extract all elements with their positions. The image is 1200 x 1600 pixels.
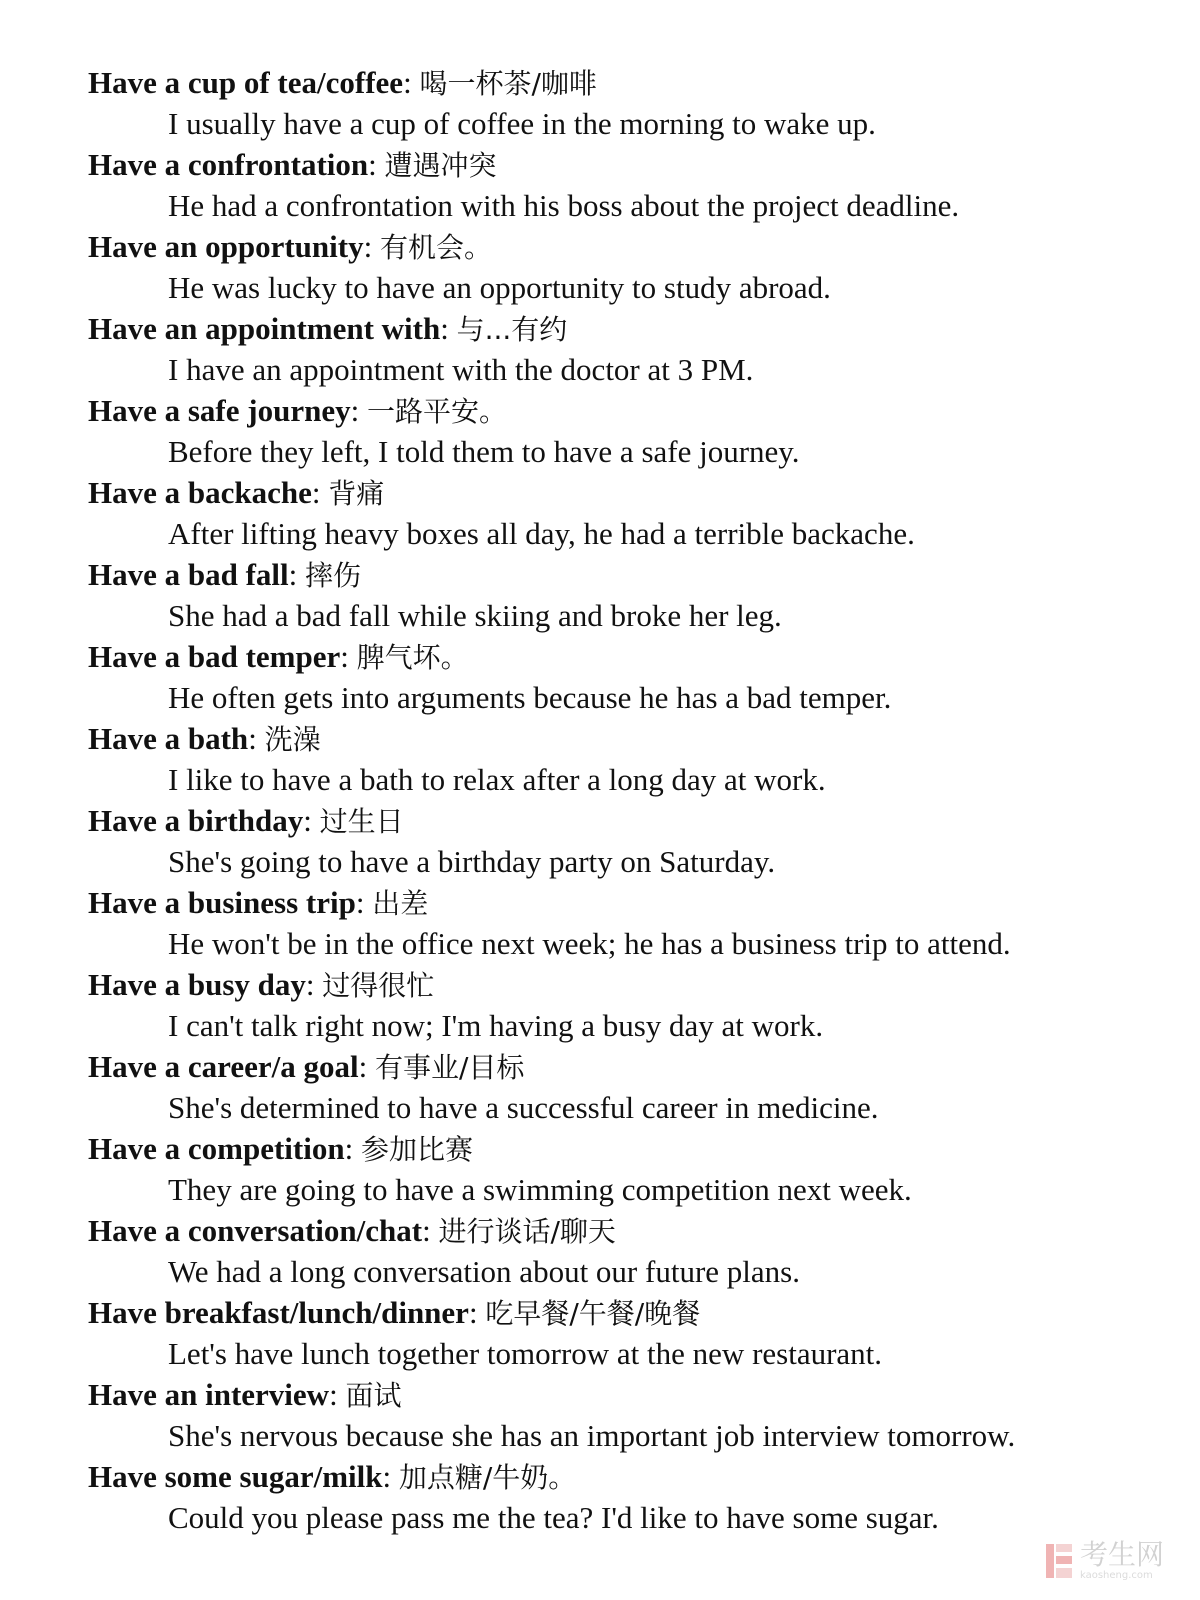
phrase-entry — [88, 636, 1178, 718]
phrase-entry — [88, 472, 1178, 554]
phrase-separator: : — [440, 311, 457, 346]
example-sentence: He won't be in the office next week; he has a business trip to attend. — [168, 926, 1011, 961]
phrase-meaning: 吃早餐/午餐/晚餐 — [485, 1297, 701, 1330]
example-sentence: Let's have lunch together tomorrow at the new restaurant. — [168, 1336, 883, 1371]
phrase-line — [88, 636, 1178, 677]
phrase-separator: : — [288, 557, 306, 592]
phrase-entry — [88, 144, 1178, 226]
phrase-separator: : — [340, 639, 357, 674]
phrase-meaning: 有机会。 — [379, 231, 492, 264]
example-sentence: I have an appointment with the doctor at 3 PM. — [168, 352, 754, 387]
phrase-line — [88, 1210, 1178, 1251]
phrase-separator: : — [303, 803, 320, 838]
example-sentence: He had a confrontation with his boss about the project deadline. — [168, 188, 960, 223]
phrase-entry — [88, 800, 1178, 882]
phrase-line — [88, 1292, 1178, 1333]
phrase-term: Have a backache — [88, 475, 312, 510]
phrase-entry — [88, 554, 1178, 636]
phrase-term: Have a confrontation — [88, 147, 369, 182]
phrase-separator: : — [468, 1295, 486, 1330]
example-sentence: I can't talk right now; I'm having a busy day at work. — [168, 1008, 824, 1043]
phrase-line — [88, 144, 1178, 185]
phrase-separator: : — [403, 65, 420, 100]
phrase-meaning: 洗澡 — [264, 723, 321, 756]
phrase-meaning: 过得很忙 — [322, 969, 435, 1002]
phrase-line — [88, 1046, 1178, 1087]
phrase-term: Have a business trip — [88, 885, 356, 920]
phrase-term: Have a bad fall — [88, 557, 289, 592]
phrase-entry — [88, 1374, 1178, 1456]
phrase-separator: : — [358, 1049, 375, 1084]
phrase-term: Have some sugar/milk — [88, 1459, 383, 1494]
phrase-entry — [88, 226, 1178, 308]
phrase-separator: : — [363, 229, 380, 264]
phrase-meaning: 出差 — [372, 887, 429, 920]
phrase-entry — [88, 964, 1178, 1046]
phrase-entry — [88, 1046, 1178, 1128]
phrase-meaning: 与...有约 — [456, 313, 568, 346]
phrase-term: Have an interview — [88, 1377, 330, 1412]
example-sentence: After lifting heavy boxes all day, he had a terrible backache. — [168, 516, 915, 551]
phrase-term: Have a cup of tea/coffee — [88, 65, 404, 100]
phrase-line — [88, 62, 1178, 103]
phrase-entry — [88, 1292, 1178, 1374]
phrase-separator: : — [248, 721, 265, 756]
phrase-line — [88, 964, 1178, 1005]
phrase-line — [88, 472, 1178, 513]
phrase-line — [88, 308, 1178, 349]
phrase-term: Have a competition — [88, 1131, 345, 1166]
example-sentence: He often gets into arguments because he has a bad temper. — [168, 680, 892, 715]
example-sentence: They are going to have a swimming competition next week. — [168, 1172, 912, 1207]
phrase-line — [88, 800, 1178, 841]
phrase-meaning: 摔伤 — [305, 559, 362, 592]
phrase-entry — [88, 718, 1178, 800]
example-sentence: We had a long conversation about our future plans. — [168, 1254, 800, 1289]
phrase-separator: : — [355, 885, 373, 920]
phrase-term: Have a conversation/chat — [88, 1213, 423, 1248]
phrase-line — [88, 882, 1178, 923]
phrase-meaning: 面试 — [345, 1379, 402, 1412]
phrase-meaning: 一路平安。 — [366, 395, 507, 428]
example-sentence: She's nervous because she has an important job interview tomorrow. — [168, 1418, 1016, 1453]
phrase-entry — [88, 1128, 1178, 1210]
watermark-logo-icon — [1044, 1542, 1074, 1580]
phrase-entry — [88, 1210, 1178, 1292]
phrase-meaning: 进行谈话/聊天 — [438, 1215, 616, 1248]
phrase-separator: : — [344, 1131, 361, 1166]
phrase-separator: : — [329, 1377, 346, 1412]
phrase-entry — [88, 62, 1178, 144]
watermark-text — [1080, 1540, 1164, 1582]
phrase-line — [88, 1456, 1178, 1497]
phrase-meaning: 有事业/目标 — [374, 1051, 525, 1084]
example-sentence: She's going to have a birthday party on Saturday. — [168, 844, 776, 879]
example-sentence: I usually have a cup of coffee in the morning to wake up. — [168, 106, 876, 141]
phrase-meaning: 背痛 — [328, 477, 385, 510]
phrase-term: Have breakfast/lunch/dinner — [88, 1295, 469, 1330]
phrase-term: Have a bad temper — [88, 639, 341, 674]
example-sentence: Before they left, I told them to have a safe journey. — [168, 434, 800, 469]
phrase-line — [88, 718, 1178, 759]
phrase-entry — [88, 308, 1178, 390]
phrase-term: Have a safe journey — [88, 393, 351, 428]
phrase-meaning: 参加比赛 — [360, 1133, 473, 1166]
phrase-term: Have a bath — [88, 721, 249, 756]
phrase-meaning: 加点糖/牛奶。 — [398, 1461, 577, 1494]
phrase-term: Have an opportunity — [88, 229, 364, 264]
phrase-term: Have a busy day — [88, 967, 306, 1002]
phrase-entry — [88, 1456, 1178, 1538]
phrase-entry — [88, 882, 1178, 964]
phrase-line — [88, 554, 1178, 595]
phrase-separator: : — [368, 147, 385, 182]
phrase-line — [88, 390, 1178, 431]
example-sentence: I like to have a bath to relax after a long day at work. — [168, 762, 826, 797]
watermark-name: 考生网 — [1079, 1538, 1164, 1571]
phrase-separator: : — [311, 475, 329, 510]
example-sentence: He was lucky to have an opportunity to study abroad. — [168, 270, 831, 305]
phrase-line — [88, 1374, 1178, 1415]
example-sentence: She had a bad fall while skiing and broke her leg. — [168, 598, 782, 633]
phrase-line — [88, 1128, 1178, 1169]
phrase-meaning: 喝一杯茶/咖啡 — [419, 67, 597, 100]
phrase-list — [88, 62, 1178, 1538]
phrase-term: Have a birthday — [88, 803, 304, 838]
phrase-separator: : — [382, 1459, 399, 1494]
phrase-line — [88, 226, 1178, 267]
watermark — [1044, 1540, 1164, 1582]
phrase-separator: : — [305, 967, 323, 1002]
phrase-meaning: 脾气坏。 — [356, 641, 469, 674]
example-sentence: She's determined to have a successful career in medicine. — [168, 1090, 879, 1125]
example-sentence: Could you please pass me the tea? I'd like to have some sugar. — [168, 1500, 939, 1535]
phrase-entry — [88, 390, 1178, 472]
watermark-url: kaosheng.com — [1079, 1570, 1153, 1581]
phrase-separator: : — [422, 1213, 439, 1248]
phrase-separator: : — [350, 393, 367, 428]
phrase-meaning: 过生日 — [319, 805, 404, 838]
phrase-term: Have a career/a goal — [88, 1049, 359, 1084]
phrase-term: Have an appointment with — [88, 311, 441, 346]
phrase-meaning: 遭遇冲突 — [384, 149, 497, 182]
